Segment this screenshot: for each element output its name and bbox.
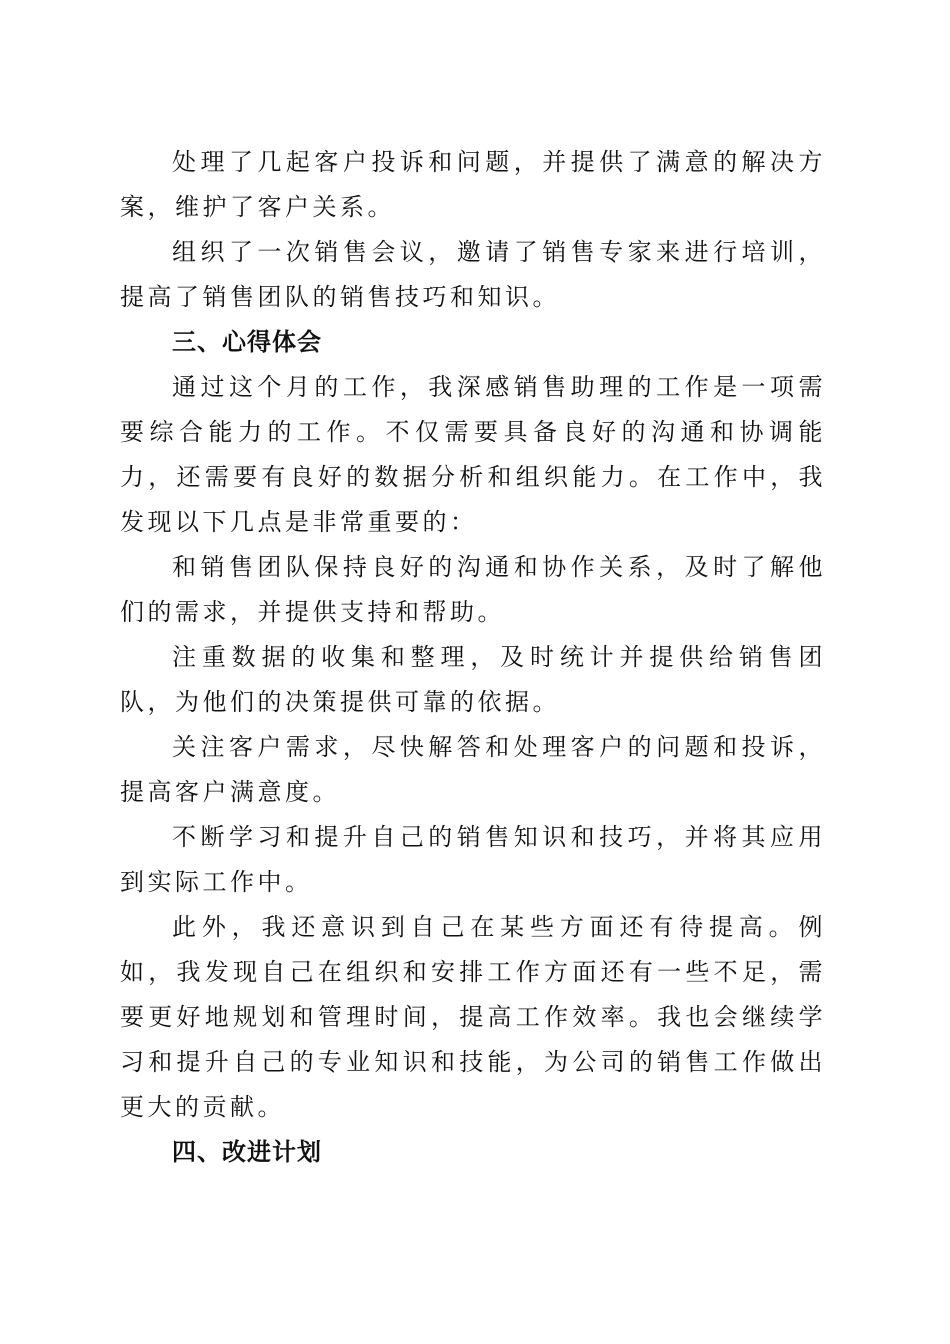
section-heading-experience: 三、心得体会 <box>172 328 322 356</box>
paragraph-self-improvement: 此外，我还意识到自己在某些方面还有待提高。例如，我发现自己在组织和安排工作方面还有一些不足，需要更好地规划和管理时间，提高工作效率。我也会继续学习和提升自己的专业知识和技能，为公司的销售工作做出更大的贡献。 <box>120 913 826 1121</box>
paragraph-data-collection: 注重数据的收集和整理，及时统计并提供给销售团队，为他们的决策提供可靠的依据。 <box>120 643 826 716</box>
paragraph-experience-intro: 通过这个月的工作，我深感销售助理的工作是一项需要综合能力的工作。不仅需要具备良好的沟通和协调能力，还需要有良好的数据分析和组织能力。在工作中，我发现以下几点是非常重要的： <box>120 373 826 536</box>
paragraph-complaint-handling: 处理了几起客户投诉和问题，并提供了满意的解决方案，维护了客户关系。 <box>120 148 826 221</box>
paragraph-sales-meeting: 组织了一次销售会议，邀请了销售专家来进行培训，提高了销售团队的销售技巧和知识。 <box>120 238 826 311</box>
paragraph-customer-needs: 关注客户需求，尽快解答和处理客户的问题和投诉，提高客户满意度。 <box>120 733 826 806</box>
document-body <box>120 140 826 1175</box>
section-heading-improvement-plan: 四、改进计划 <box>172 1138 322 1166</box>
paragraph-continuous-learning: 不断学习和提升自己的销售知识和技巧，并将其应用到实际工作中。 <box>120 823 826 896</box>
paragraph-team-communication: 和销售团队保持良好的沟通和协作关系，及时了解他们的需求，并提供支持和帮助。 <box>120 553 826 626</box>
